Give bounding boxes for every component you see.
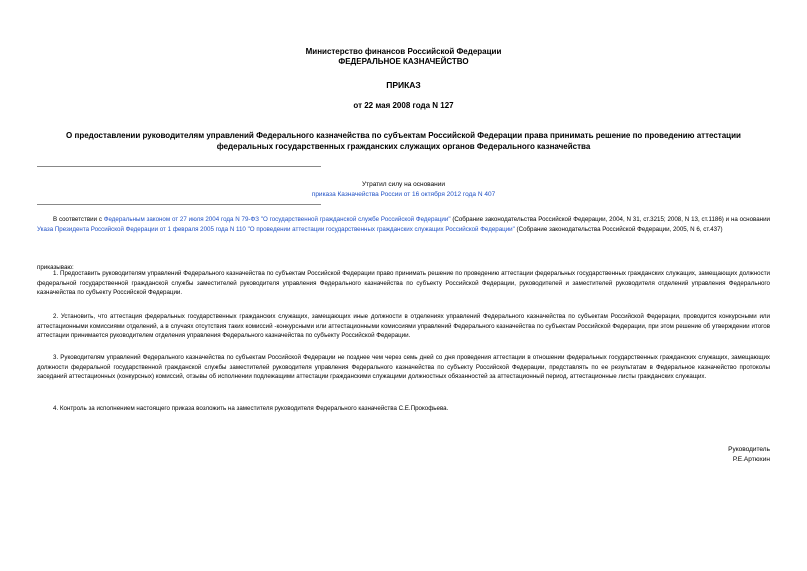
intro-paragraph <box>37 215 770 234</box>
intro-text-1: В соответствии с <box>53 216 104 223</box>
divider-bottom <box>37 204 321 205</box>
order-word: приказываю: <box>37 264 74 271</box>
document-title: О предоставлении руководителям управлений Федерального казначейства по субъектам Российской Федерации права принимать решение по проведению аттестации федеральных государственных гражданских служащих органов Федерального казначейства <box>66 131 741 151</box>
item-1: 1. Предоставить руководителям управлений Федерального казначейства по субъектам Российской Федерации право принимать решение по проведению аттестации федеральных государственных гражданских служащих, замещающих должности федеральной государственной гражданской службы заместителей руководителя управления Федерального казначейства по субъекту Российской Федерации, руководителей и заместителей руководителя отделений управления Федерального казначейства по субъекту Российской Федерации. <box>37 270 770 297</box>
void-notice-link[interactable]: приказа Казначейства России от 16 октября 2012 года N 407 <box>311 191 496 198</box>
date-number: от 22 мая 2008 года N 127 <box>353 101 454 110</box>
president-decree-link[interactable]: Указа Президента Российской Федерации от 1 февраля 2005 года N 110 "О проведении аттестации государственных гражданских служащих Российской Федерации" <box>37 225 515 233</box>
federal-law-link[interactable]: Федеральным законом от 27 июля 2004 года N 79-ФЗ "О государственной гражданской службе Российской Федерации" <box>103 216 451 223</box>
signature-name: Р.Е.Артюхин <box>732 456 770 463</box>
void-notice-link-line <box>0 191 807 198</box>
item-3: 3. Руководителям управлений Федерального казначейства по субъектам Российской Федерации не позднее чем через семь дней со дня проведения аттестации в отношении федеральных государственных гражданских служащих, замещающих должности федеральной государственной гражданской службы заместителей руководителя управления Федерального казначейства по субъекту Российской Федерации, представлять по ее результатам в Федеральное казначейство протоколы заседаний аттестационных (конкурсных) комиссий, отзывы об исполнении подлежащими аттестации гражданскими служащими должностных обязанностей за аттестационный период, аттестационные листы гражданских служащих. <box>37 354 770 381</box>
intro-text-2: (Собрание законодательства Российской Федерации, 2004, N 31, ст.3215; 2008, N 13, ст.1186) и на основании <box>450 216 771 223</box>
item-4: 4. Контроль за исполнением настоящего приказа возложить на заместителя руководителя Федерального казначейства С.Е.Прокофьева. <box>53 405 449 412</box>
void-notice-label: Утратил силу на основании <box>361 181 446 188</box>
doc-type: ПРИКАЗ <box>386 80 421 90</box>
divider-top <box>37 166 321 167</box>
signature-position: Руководитель <box>728 446 770 453</box>
intro-text-3: (Собрание законодательства Российской Федерации, 2005, N 6, ст.437) <box>514 225 723 233</box>
ministry-name: Министерство финансов Российской Федерации <box>305 47 502 56</box>
item-2: 2. Установить, что аттестация федеральных государственных гражданских служащих, замещающих иные должности в отделениях управлений Федерального казначейства по субъектам Российской Федерации, проводится конкурсными или аттестационными комиссиями отделений, а в случаях отсутствия таких комиссий -конкурсными или аттестационными комиссиями управлений Федерального казначейства по субъектам Российской Федерации, при этом решение об утверждении итогов аттестации принимается руководителем отделения управления Федерального казначейства по субъекту Российской Федерации. <box>37 313 770 340</box>
agency-name: ФЕДЕРАЛЬНОЕ КАЗНАЧЕЙСТВО <box>338 57 469 66</box>
